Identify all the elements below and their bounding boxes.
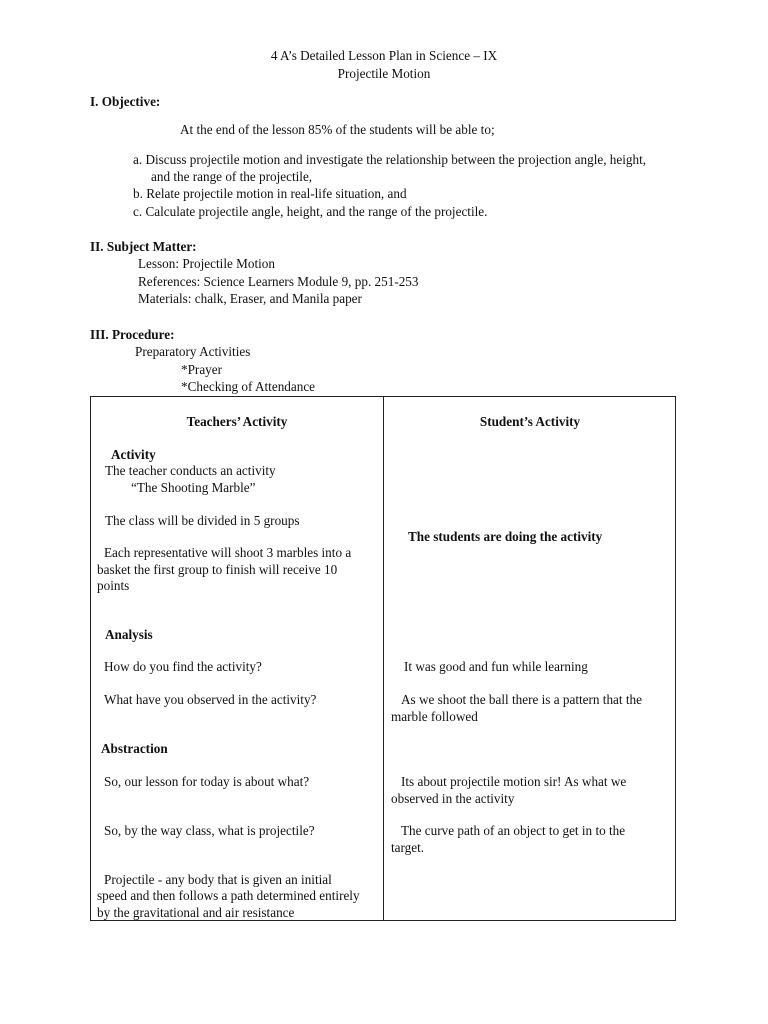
abstraction-answer-2-line-1: The curve path of an object to get in to the [401, 823, 626, 838]
analysis-answer-2-line-2: marble followed [391, 709, 478, 724]
subject-materials: Materials: chalk, Eraser, and Manila paper [138, 291, 362, 306]
table-column-divider [383, 396, 384, 921]
objective-item-a-cont: and the range of the projectile, [151, 169, 313, 184]
objective-heading: I. Objective: [90, 94, 161, 109]
activity-groups: The class will be divided in 5 groups [105, 513, 300, 528]
abstraction-question-1: So, our lesson for today is about what? [104, 774, 310, 789]
objective-item-b: b. Relate projectile motion in real-life situation, and [133, 186, 407, 201]
objective-item-c: c. Calculate projectile angle, height, and the range of the projectile. [133, 204, 488, 219]
subject-references: References: Science Learners Module 9, pp. 251-253 [138, 274, 419, 289]
abstraction-answer-1-line-2: observed in the activity [391, 791, 515, 806]
document-title: 4 A’s Detailed Lesson Plan in Science – IX [270, 48, 498, 63]
student-activity-response: The students are doing the activity [408, 529, 603, 544]
activity-line-2: “The Shooting Marble” [131, 480, 256, 495]
objective-item-a: a. Discuss projectile motion and investigate the relationship between the projection angle, height, [133, 152, 647, 167]
activity-line-1: The teacher conducts an activity [105, 463, 276, 478]
subject-lesson: Lesson: Projectile Motion [138, 256, 275, 271]
abstraction-answer-1-line-1: Its about projectile motion sir! As what we [401, 774, 627, 789]
analysis-answer-1: It was good and fun while learning [404, 659, 588, 674]
attendance-item: *Checking of Attendance [181, 379, 316, 394]
procedure-heading: III. Procedure: [90, 327, 175, 342]
abstraction-answer-2-line-2: target. [391, 840, 425, 855]
analysis-question-2: What have you observed in the activity? [104, 692, 317, 707]
subject-matter-heading: II. Subject Matter: [90, 239, 197, 254]
activity-rules-line-1: Each representative will shoot 3 marbles into a [104, 545, 352, 560]
analysis-answer-2-line-1: As we shoot the ball there is a pattern that the [401, 692, 642, 707]
preparatory-activities: Preparatory Activities [135, 344, 251, 359]
analysis-question-1: How do you find the activity? [104, 659, 262, 674]
projectile-definition-line-3: by the gravitational and air resistance [97, 905, 295, 920]
projectile-definition-line-2: speed and then follows a path determined entirely [97, 888, 360, 903]
document-subtitle: Projectile Motion [337, 66, 431, 81]
prayer-item: *Prayer [181, 362, 223, 377]
activity-rules-line-2: basket the first group to finish will receive 10 [97, 562, 338, 577]
activity-rules-line-3: points [97, 578, 130, 593]
activity-heading: Activity [111, 447, 156, 462]
objective-intro: At the end of the lesson 85% of the students will be able to; [180, 122, 495, 137]
abstraction-heading: Abstraction [101, 741, 168, 756]
student-column-header: Student’s Activity [479, 414, 581, 429]
teacher-column-header: Teachers’ Activity [186, 414, 288, 429]
abstraction-question-2: So, by the way class, what is projectile? [104, 823, 315, 838]
projectile-definition-line-1: Projectile - any body that is given an initial [104, 872, 332, 887]
analysis-heading: Analysis [105, 627, 153, 642]
